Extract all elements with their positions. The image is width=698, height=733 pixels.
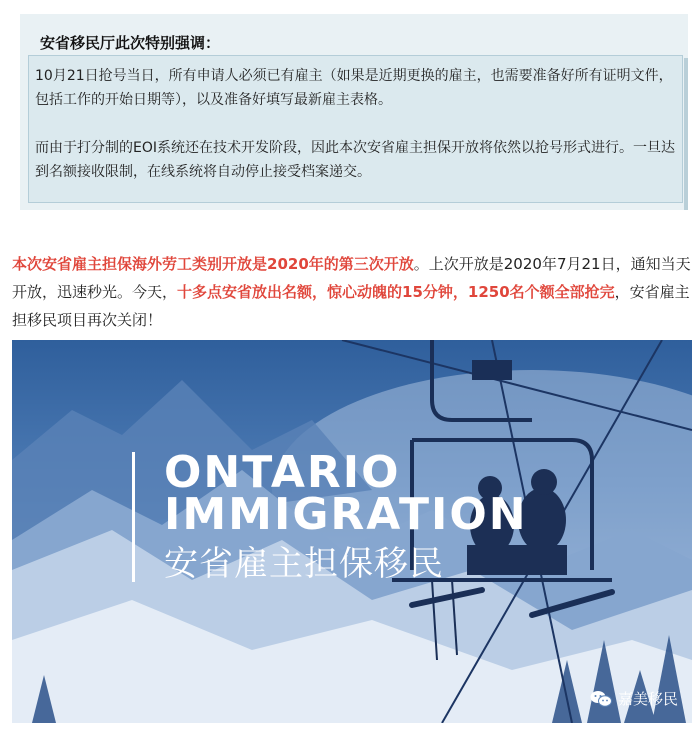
watermark: [590, 688, 678, 709]
notice-paragraph-1: 10月21日抢号当日，所有申请人必须已有雇主（如果是近期更换的雇主，也需要准备好所有证明文件，包括工作的开始日期等），以及准备好填写最新雇主表格。: [35, 68, 673, 108]
summary-paragraph: [12, 250, 692, 334]
banner-image: [12, 340, 692, 723]
highlight-text-2: 十多点安省放出名额，惊心动魄的15分钟，1250名个额全部抢完: [177, 283, 615, 301]
banner-title-line2: IMMIGRATION: [164, 489, 528, 540]
title-bar-accent: [132, 452, 135, 582]
summary-text-2: ，安省雇主担移民项目再次关闭！: [12, 283, 690, 329]
wechat-icon: [590, 690, 612, 708]
notice-shadow: [684, 58, 688, 210]
notice-title: 安省移民厅此次特别强调：: [40, 34, 221, 52]
highlight-text-1: 本次安省雇主担保海外劳工类别开放是2020年的第三次开放: [12, 255, 414, 273]
watermark-text: 嘉美移民: [617, 690, 678, 708]
summary-text-1: 。上次开放是2020年7月21日，通知当天开放，迅速秒光。今天，: [12, 255, 691, 301]
banner-subtitle: 安省雇主担保移民: [164, 544, 444, 584]
banner-title-line1: ONTARIO: [164, 447, 401, 498]
notice-paragraph-2: 而由于打分制的EOI系统还在技术开发阶段，因此本次安省雇主担保开放将依然以抢号形式进行。一旦达到名额接收限制，在线系统将自动停止接受档案递交。: [35, 140, 675, 180]
notice-box: [28, 55, 683, 203]
